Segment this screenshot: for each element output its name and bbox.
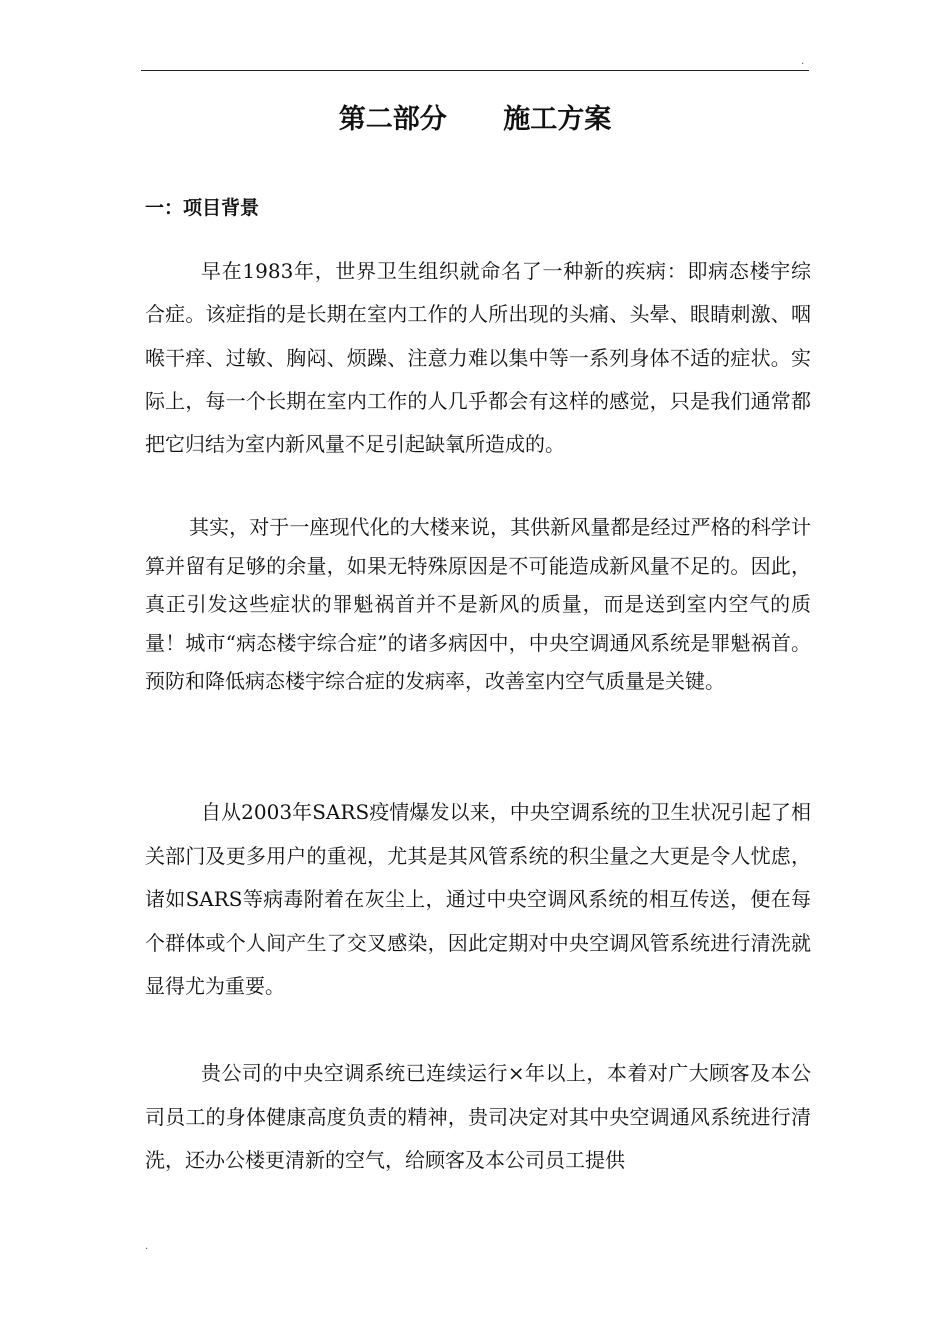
body-paragraph-1: 早在1983年，世界卫生组织就命名了一种新的疾病：即病态楼宇综合症。该症指的是长期在室内工作的人所出现的头痛、头晕、眼睛刺激、咽喉干痒、过敏、胸闷、烦躁、注意力难以集中等一系列身体不适的症状。实际上，每一个长期在室内工作的人几乎都会有这样的感觉，只是我们通常都把它归结为室内新风量不足引起缺氧所造成的。 bbox=[145, 259, 811, 457]
header-dot: . bbox=[801, 56, 805, 67]
body-paragraph-3: 自从2003年SARS疫情爆发以来，中央空调系统的卫生状况引起了相关部门及更多用户的重视，尤其是其风管系统的积尘量之大更是令人忧虑，诸如SARS等病毒附着在灰尘上，通过中央空调风系统的相互传送，便在每个群体或个人间产生了交叉感染，因此定期对中央空调风管系统进行清洗就显得尤为重要。 bbox=[145, 800, 811, 999]
page-title: 第二部分 施工方案 bbox=[338, 104, 612, 135]
body-paragraph-4: 贵公司的中央空调系统已连续运行×年以上，本着对广大顾客及本公司员工的身体健康高度负责的精神，贵司决定对其中央空调通风系统进行清洗，还办公楼更清新的空气，给顾客及本公司员工提供 bbox=[145, 1061, 811, 1172]
body-paragraph-2: 其实，对于一座现代化的大楼来说，其供新风量都是经过严格的科学计算并留有足够的余量，如果无特殊原因是不可能造成新风量不足的。因此，真正引发这些症状的罪魁祸首并不是新风的质量，而是送到室内空气的质量！城市“病态楼宇综合症”的诸多病因中，中央空调通风系统是罪魁祸首。预防和降低病态楼宇综合症的发病率，改善室内空气质量是关键。 bbox=[145, 515, 811, 693]
footer-dot: . bbox=[145, 1241, 149, 1252]
header-rule bbox=[141, 70, 809, 71]
section-heading: 一：项目背景 bbox=[145, 197, 260, 219]
